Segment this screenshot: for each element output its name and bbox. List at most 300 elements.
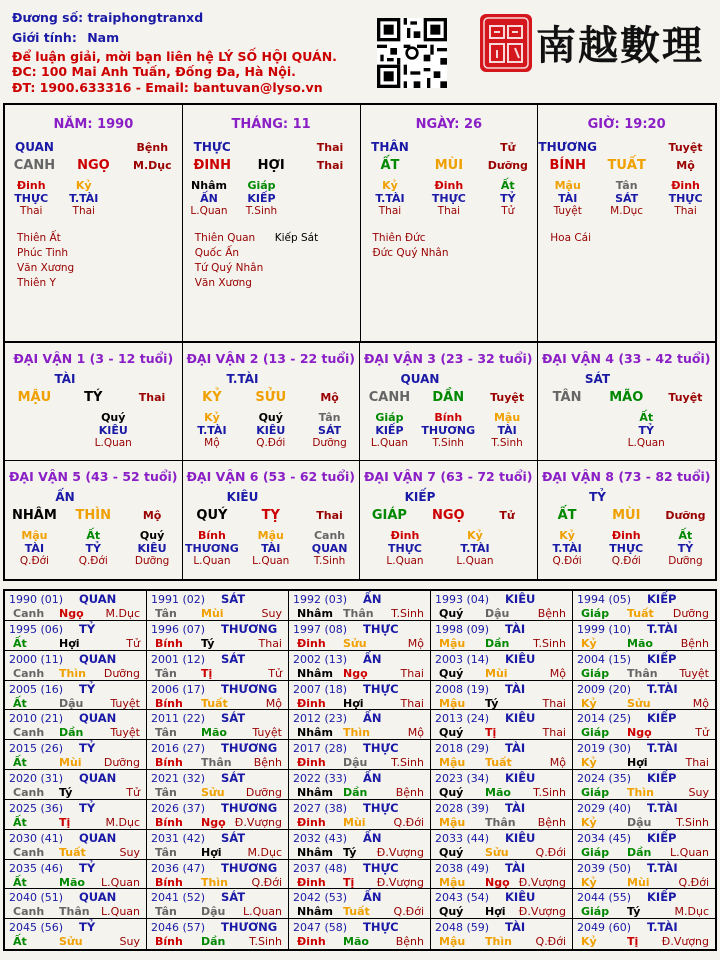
year-can: Đinh bbox=[297, 696, 326, 710]
year-label: 2030 (41) bbox=[9, 831, 64, 845]
pillar-god: QUAN bbox=[15, 140, 54, 154]
year-cell bbox=[431, 860, 573, 890]
dai-van-pillar-row bbox=[360, 390, 537, 405]
year-state: Thai bbox=[400, 666, 424, 680]
year-chi: Tý bbox=[627, 905, 641, 919]
year-label: 2023 (34) bbox=[435, 772, 490, 785]
year-state: Dưỡng bbox=[103, 666, 140, 680]
year-god: KIÊU bbox=[505, 890, 536, 905]
year-label: 2003 (14) bbox=[435, 652, 490, 666]
pillar-god: THỰC bbox=[193, 140, 231, 154]
year-cell bbox=[147, 681, 289, 711]
year-label: 1992 (03) bbox=[293, 593, 348, 606]
year-chi: Tý bbox=[59, 786, 73, 799]
star: Thiên Ất bbox=[17, 232, 61, 244]
year-can: Giáp bbox=[581, 607, 610, 620]
dai-van-pillar-row bbox=[5, 508, 182, 523]
year-state: Tuyệt bbox=[252, 726, 282, 740]
year-chi: Thìn bbox=[343, 726, 370, 740]
year-can: Ất bbox=[13, 935, 27, 949]
year-can: Ất bbox=[13, 875, 27, 889]
year-can: Mậu bbox=[439, 815, 466, 829]
hidden-stem: Giáp bbox=[375, 411, 404, 424]
year-chi: Hợi bbox=[343, 696, 364, 710]
hidden-state: M.Dục bbox=[610, 205, 644, 217]
year-chi: Mão bbox=[59, 875, 85, 889]
hidden-state: T.Sinh bbox=[491, 437, 523, 449]
star: Thiên Đức bbox=[372, 232, 426, 244]
year-chi: Dần bbox=[627, 845, 652, 859]
contact-line: Để luận giải, mời bạn liên hệ LÝ SỐ HỘI QUÁN. bbox=[12, 49, 337, 64]
year-cell bbox=[5, 681, 147, 711]
year-label: 2046 (57) bbox=[151, 921, 206, 935]
year-label: 2038 (49) bbox=[435, 861, 490, 875]
star: Văn Xương bbox=[17, 262, 75, 274]
year-can: Đinh bbox=[297, 935, 326, 949]
year-cell bbox=[573, 800, 715, 830]
year-cell bbox=[147, 830, 289, 860]
year-cell bbox=[147, 710, 289, 740]
year-can: Giáp bbox=[581, 726, 610, 740]
year-god: T.TÀI bbox=[647, 621, 678, 636]
hidden-state: Thai bbox=[20, 205, 43, 217]
hidden-state: Dưỡng bbox=[668, 555, 703, 567]
year-chi: Tuất bbox=[201, 696, 228, 710]
hidden-state: L.Quan bbox=[193, 555, 231, 567]
year-god: KIÊU bbox=[505, 771, 536, 785]
dai-van-god-row bbox=[360, 372, 480, 386]
dai-van-pillar-row bbox=[538, 390, 716, 405]
year-god: ẤN bbox=[363, 890, 382, 905]
pillar-title: NĂM: 1990 bbox=[53, 117, 134, 132]
year-label: 2021 (32) bbox=[151, 772, 206, 785]
year-can: Bính bbox=[155, 815, 183, 829]
gender-label: Giới tính: bbox=[12, 30, 77, 45]
year-god: KIẾP bbox=[647, 651, 677, 666]
year-cell bbox=[573, 770, 715, 800]
hidden-stem: Kỷ bbox=[467, 529, 483, 542]
hidden-god: THỰC bbox=[668, 192, 703, 205]
year-can: Đinh bbox=[297, 815, 326, 829]
year-label: 2006 (17) bbox=[151, 682, 206, 696]
pillar-can: ẤT bbox=[380, 158, 400, 173]
hidden-god: T.TÀI bbox=[552, 542, 582, 555]
pillar-god: THÂN bbox=[371, 140, 409, 154]
dai-van-hidden-row bbox=[538, 411, 716, 424]
year-label: 2004 (15) bbox=[577, 652, 632, 666]
dai-van-hidden-row bbox=[5, 529, 182, 542]
dai-van-hidden-row bbox=[5, 437, 182, 449]
year-state: Tử bbox=[695, 726, 709, 740]
hidden-state: Thai bbox=[378, 205, 402, 217]
year-cell bbox=[289, 830, 431, 860]
dai-van-state: Dưỡng bbox=[665, 509, 706, 522]
year-cell bbox=[5, 740, 147, 770]
year-god: TỶ bbox=[79, 860, 96, 875]
year-label: 1990 (01) bbox=[9, 593, 64, 606]
hidden-god: T.TÀI bbox=[197, 424, 227, 437]
hidden-state: Thai bbox=[72, 205, 95, 217]
year-state: Q.Đới bbox=[678, 875, 709, 889]
year-god: SÁT bbox=[221, 771, 246, 785]
year-label: 2018 (29) bbox=[435, 742, 490, 756]
year-chi: Dần bbox=[343, 786, 368, 799]
year-state: Tử bbox=[268, 666, 282, 680]
year-state: Dưỡng bbox=[103, 756, 140, 770]
star: Quốc Ấn bbox=[194, 247, 240, 259]
year-chi: Ngọ bbox=[343, 666, 368, 680]
year-state: Mộ bbox=[407, 726, 424, 740]
dai-van-god-row bbox=[360, 490, 480, 504]
year-label: 2036 (47) bbox=[151, 861, 206, 875]
dai-van-hidden-row bbox=[360, 424, 537, 437]
year-can: Canh bbox=[13, 666, 45, 680]
dai-van-chi: TỴ bbox=[261, 508, 280, 523]
year-can: Tân bbox=[155, 786, 177, 799]
year-label: 2039 (50) bbox=[577, 861, 632, 875]
hidden-state: Mộ bbox=[204, 437, 220, 449]
year-label: 1994 (05) bbox=[577, 593, 632, 606]
pillar-day bbox=[361, 105, 539, 341]
hidden-stem: Ất bbox=[500, 179, 515, 192]
hidden-god: THỰC bbox=[609, 542, 644, 555]
year-label: 2049 (60) bbox=[577, 921, 632, 935]
year-label: 2010 (21) bbox=[9, 712, 64, 726]
pillar-state: Bệnh bbox=[136, 140, 169, 154]
hidden-stem: Quý bbox=[101, 411, 126, 424]
year-can: Giáp bbox=[581, 786, 610, 799]
hidden-stem: Ất bbox=[86, 529, 101, 542]
year-can: Canh bbox=[13, 845, 45, 859]
dai-van-cell bbox=[5, 343, 183, 461]
year-can: Kỷ bbox=[581, 756, 597, 770]
dai-van-hidden-row bbox=[538, 437, 716, 449]
year-god: SÁT bbox=[221, 711, 246, 726]
year-can: Quý bbox=[439, 607, 464, 620]
year-label: 2032 (43) bbox=[293, 831, 348, 845]
hidden-god: TÀI bbox=[261, 542, 281, 555]
year-can: Giáp bbox=[581, 845, 610, 859]
year-can: Nhâm bbox=[297, 786, 333, 799]
year-god: KIẾP bbox=[647, 771, 677, 785]
hidden-state: Dưỡng bbox=[134, 555, 170, 567]
pillar-can: BÍNH bbox=[549, 158, 586, 173]
year-god: THƯƠNG bbox=[221, 741, 278, 756]
year-can: Quý bbox=[439, 726, 464, 740]
dai-van-hidden-row bbox=[183, 555, 360, 567]
year-state: Mộ bbox=[407, 636, 424, 650]
year-chi: Dậu bbox=[343, 756, 368, 770]
year-can: Bính bbox=[155, 636, 183, 650]
year-chi: Thân bbox=[485, 815, 516, 829]
hidden-state: L.Quan bbox=[370, 437, 409, 449]
year-state: Mộ bbox=[265, 696, 282, 710]
year-god: ẤN bbox=[363, 711, 382, 726]
year-can: Tân bbox=[155, 726, 177, 740]
year-state: Q.Đới bbox=[393, 905, 424, 919]
year-god: KIẾP bbox=[647, 890, 677, 905]
year-state: Bệnh bbox=[395, 935, 424, 949]
dai-van-pillar-row bbox=[183, 390, 360, 405]
year-cell bbox=[5, 800, 147, 830]
year-god: THỰC bbox=[363, 741, 399, 756]
year-can: Canh bbox=[13, 726, 45, 740]
year-state: Q.Đới bbox=[393, 815, 424, 829]
dai-van-can: TÂN bbox=[552, 390, 582, 405]
hidden-god: THƯƠNG bbox=[421, 424, 476, 437]
dai-van-god: SÁT bbox=[584, 372, 611, 386]
year-god: THỰC bbox=[363, 681, 399, 696]
year-state: Bệnh bbox=[395, 786, 424, 799]
dai-van-can: ẤT bbox=[557, 508, 577, 523]
year-cell bbox=[5, 591, 147, 621]
year-god: THƯƠNG bbox=[221, 621, 278, 636]
year-chi: Ngọ bbox=[627, 726, 652, 740]
dai-van-state: Tuyệt bbox=[490, 391, 525, 404]
year-state: L.Quan bbox=[101, 905, 140, 919]
hidden-stem: Đinh bbox=[390, 529, 420, 542]
year-god: THƯƠNG bbox=[221, 920, 278, 935]
pillar-chi: HỢI bbox=[257, 158, 285, 173]
year-cell bbox=[573, 919, 715, 949]
year-label: 1996 (07) bbox=[151, 622, 206, 636]
dai-van-hidden-row bbox=[5, 555, 182, 567]
star: Kiếp Sát bbox=[274, 232, 319, 244]
hidden-god: THƯƠNG bbox=[185, 542, 239, 555]
year-cell bbox=[289, 591, 431, 621]
star: Phúc Tinh bbox=[17, 247, 69, 259]
year-chi: Tý bbox=[201, 636, 215, 650]
year-label: 2045 (56) bbox=[9, 921, 64, 935]
hidden-god: TÀI bbox=[24, 542, 45, 555]
dai-van-can: MẬU bbox=[17, 390, 52, 405]
pillar-state: Tử bbox=[500, 140, 516, 154]
dai-van-god: KIÊU bbox=[226, 490, 259, 504]
hidden-stem: Kỷ bbox=[204, 411, 220, 424]
hidden-stem: Mậu bbox=[493, 411, 521, 424]
year-can: Tân bbox=[155, 607, 177, 620]
hidden-god: ẤN bbox=[200, 192, 218, 205]
hidden-god: QUAN bbox=[311, 542, 348, 555]
year-god: KIẾP bbox=[647, 830, 677, 845]
year-god: THỰC bbox=[363, 621, 399, 636]
year-label: 2026 (37) bbox=[151, 801, 206, 815]
year-cell bbox=[431, 651, 573, 681]
year-state: M.Dục bbox=[247, 845, 282, 859]
year-label: 2033 (44) bbox=[435, 831, 490, 845]
year-god: ẤN bbox=[363, 830, 382, 845]
pillar-title: GIỜ: 19:20 bbox=[587, 117, 666, 132]
dai-van-hidden-row bbox=[370, 542, 510, 555]
year-state: Bệnh bbox=[537, 815, 566, 829]
year-label: 2012 (23) bbox=[293, 712, 348, 726]
year-state: L.Quan bbox=[243, 905, 282, 919]
hidden-stem: Tân bbox=[615, 179, 638, 192]
star: Hoa Cái bbox=[550, 232, 592, 244]
year-cell bbox=[431, 710, 573, 740]
dai-van-hidden-row bbox=[538, 542, 716, 555]
year-god: ẤN bbox=[363, 771, 382, 785]
hidden-state: T.Sinh bbox=[313, 555, 346, 567]
year-state: Mộ bbox=[549, 666, 566, 680]
dai-van-state: Thai bbox=[138, 391, 166, 404]
dai-van-hidden-row bbox=[370, 555, 510, 567]
year-label: 2043 (54) bbox=[435, 891, 490, 905]
year-god: KIÊU bbox=[505, 592, 536, 606]
year-state: Mộ bbox=[549, 756, 566, 770]
year-chi: Thìn bbox=[59, 666, 86, 680]
year-cell bbox=[147, 651, 289, 681]
year-chi: Tị bbox=[59, 815, 71, 829]
annual-luck-grid bbox=[3, 589, 717, 951]
year-can: Mậu bbox=[439, 875, 466, 889]
dai-van-chi: THÌN bbox=[75, 508, 111, 523]
dai-van-chi: SỬU bbox=[255, 390, 287, 405]
year-cell bbox=[289, 919, 431, 949]
year-state: T.Sinh bbox=[249, 935, 282, 949]
year-can: Quý bbox=[439, 666, 464, 680]
year-label: 2007 (18) bbox=[293, 682, 348, 696]
year-chi: Mão bbox=[343, 935, 369, 949]
owner-line bbox=[12, 10, 203, 25]
hidden-god: KIẾP bbox=[375, 424, 404, 437]
year-can: Ất bbox=[13, 636, 27, 650]
year-state: Đ.Vượng bbox=[518, 905, 566, 919]
year-god: TÀI bbox=[505, 621, 526, 636]
dai-van-pillar-row bbox=[360, 508, 537, 523]
dai-van-god: T.TÀI bbox=[226, 372, 259, 386]
year-god: T.TÀI bbox=[647, 800, 678, 815]
dai-van-cell bbox=[538, 343, 716, 461]
year-label: 2013 (24) bbox=[435, 712, 490, 726]
dai-van-god-row bbox=[5, 372, 125, 386]
dai-van-god-row bbox=[183, 372, 303, 386]
hidden-state: L.Quan bbox=[94, 437, 132, 449]
year-label: 2027 (38) bbox=[293, 801, 348, 815]
year-can: Đinh bbox=[297, 875, 326, 889]
year-label: 2024 (35) bbox=[577, 772, 632, 785]
year-cell bbox=[431, 770, 573, 800]
year-state: Mộ bbox=[692, 696, 709, 710]
year-chi: Mùi bbox=[201, 607, 224, 620]
year-state: Tử bbox=[126, 786, 140, 799]
hidden-stem: Giáp bbox=[247, 179, 276, 192]
year-god: T.TÀI bbox=[647, 741, 678, 756]
year-chi: Sửu bbox=[485, 845, 509, 859]
hidden-state: Thai bbox=[437, 205, 461, 217]
year-can: Kỷ bbox=[581, 935, 597, 949]
dai-van-god: ẤN bbox=[55, 490, 75, 504]
pillar-chi-state: Mộ bbox=[676, 159, 695, 172]
year-chi: Thìn bbox=[485, 935, 512, 949]
pillar-chi: TUẤT bbox=[607, 158, 646, 173]
hidden-god: TỶ bbox=[638, 424, 654, 437]
year-god: TỶ bbox=[79, 621, 96, 636]
dai-van-god: TÀI bbox=[54, 372, 76, 386]
year-can: Quý bbox=[439, 786, 464, 799]
year-chi: Tị bbox=[627, 935, 639, 949]
year-cell bbox=[5, 621, 147, 651]
year-label: 2017 (28) bbox=[293, 742, 348, 756]
year-chi: Mùi bbox=[59, 756, 82, 770]
dai-van-cell bbox=[183, 461, 361, 579]
hidden-stem: Mậu bbox=[21, 529, 48, 542]
year-chi: Sửu bbox=[343, 636, 367, 650]
year-cell bbox=[431, 889, 573, 919]
dai-van-chi: MÃO bbox=[609, 390, 644, 405]
star-list bbox=[195, 231, 263, 291]
year-god: TỶ bbox=[79, 800, 96, 815]
year-god: TÀI bbox=[505, 920, 526, 935]
year-can: Tân bbox=[155, 905, 177, 919]
year-cell bbox=[147, 919, 289, 949]
year-cell bbox=[573, 710, 715, 740]
year-chi: Thân bbox=[59, 905, 90, 919]
year-state: T.Sinh bbox=[391, 756, 424, 770]
pillar-state: Tuyệt bbox=[668, 140, 703, 154]
pillar-can: ĐINH bbox=[193, 158, 231, 173]
hidden-stem: Nhâm bbox=[191, 179, 227, 192]
hidden-state: L.Quan bbox=[190, 205, 228, 217]
year-cell bbox=[147, 740, 289, 770]
year-god: ẤN bbox=[363, 592, 382, 606]
year-chi: Dần bbox=[59, 726, 84, 740]
year-god: THỰC bbox=[363, 800, 399, 815]
dai-van-grid bbox=[3, 343, 717, 581]
year-state: T.Sinh bbox=[391, 607, 424, 620]
year-label: 2044 (55) bbox=[577, 891, 632, 905]
star-list-right bbox=[275, 231, 318, 246]
year-cell bbox=[573, 651, 715, 681]
year-can: Mậu bbox=[439, 756, 466, 770]
year-label: 2019 (30) bbox=[577, 742, 632, 756]
year-god: TÀI bbox=[505, 681, 526, 696]
year-god: SÁT bbox=[221, 651, 246, 666]
year-cell bbox=[573, 621, 715, 651]
year-can: Ất bbox=[13, 815, 27, 829]
dai-van-can: QUÝ bbox=[196, 508, 228, 523]
dai-van-pillar-row bbox=[5, 390, 182, 405]
hidden-god: TỶ bbox=[500, 192, 516, 205]
year-can: Nhâm bbox=[297, 666, 333, 680]
year-label: 1999 (10) bbox=[577, 622, 632, 636]
hidden-stem: Bính bbox=[198, 529, 226, 542]
hidden-stem: Quý bbox=[258, 411, 283, 424]
year-label: 2029 (40) bbox=[577, 801, 632, 815]
hidden-god: TÀI bbox=[558, 192, 578, 205]
hidden-stem: Đinh bbox=[671, 179, 700, 192]
year-label: 2015 (26) bbox=[9, 742, 64, 756]
year-chi: Thìn bbox=[627, 786, 654, 799]
year-god: QUAN bbox=[79, 890, 117, 905]
year-state: Suy bbox=[119, 935, 140, 949]
year-label: 1993 (04) bbox=[435, 593, 490, 606]
dai-van-cell bbox=[183, 343, 361, 461]
year-state: Suy bbox=[688, 786, 709, 799]
four-pillars-grid bbox=[3, 103, 717, 343]
year-label: 2022 (33) bbox=[293, 772, 348, 785]
year-label: 1991 (02) bbox=[151, 593, 206, 606]
year-label: 2020 (31) bbox=[9, 772, 64, 785]
year-cell bbox=[289, 710, 431, 740]
year-chi: Sửu bbox=[59, 935, 83, 949]
year-can: Ất bbox=[13, 696, 27, 710]
year-cell bbox=[289, 800, 431, 830]
year-chi: Tuất bbox=[343, 905, 370, 919]
year-can: Quý bbox=[439, 905, 464, 919]
year-god: TỶ bbox=[79, 741, 96, 756]
hidden-god: KIÊU bbox=[137, 542, 167, 555]
